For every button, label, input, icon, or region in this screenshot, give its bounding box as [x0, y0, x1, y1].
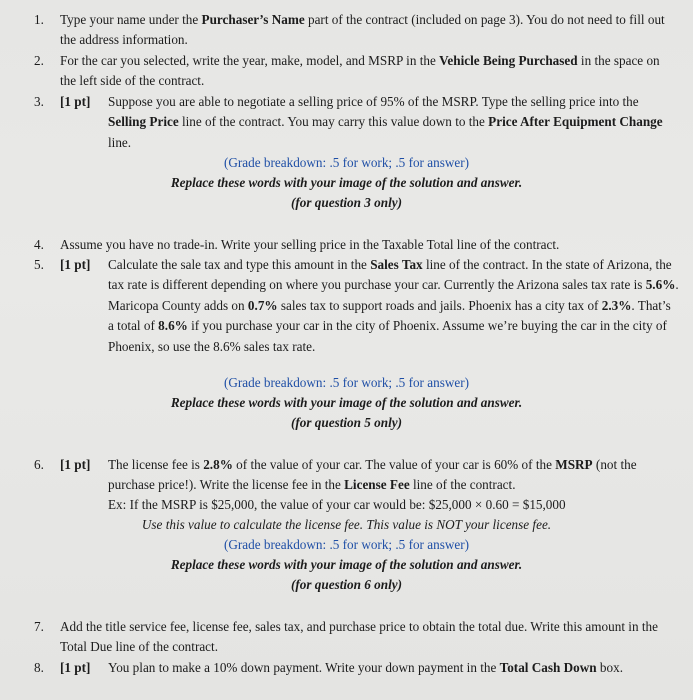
point-value: [1 pt]	[60, 94, 91, 109]
item-number: 4.	[34, 237, 44, 252]
item-text: You plan to make a 10% down payment. Write your down payment in the Total Cash Down box.	[108, 660, 623, 675]
item-text: The license fee is 2.8% of the value of your car. The value of your car is 60% of the MSRP (not the purchase price!). Write the license fee in the License Fee line of the contract.	[108, 457, 637, 493]
item-text: Add the title service fee, license fee, sales tax, and purchase price to obtain the total due. Write this amount in the Total Due line of the contract.	[60, 619, 658, 655]
question-note-q6: (for question 6 only)	[291, 577, 402, 592]
question-note-q5: (for question 5 only)	[291, 415, 402, 430]
item-text: For the car you selected, write the year, make, model, and MSRP in the Vehicle Being Purchased in the space on the left side of the contract.	[60, 53, 660, 89]
item-number: 5.	[34, 257, 44, 272]
item-number: 7.	[34, 619, 44, 634]
point-value: [1 pt]	[60, 457, 91, 472]
item-text: Assume you have no trade-in. Write your selling price in the Taxable Total line of the contract.	[60, 237, 560, 252]
grade-breakdown-q6: (Grade breakdown: .5 for work; .5 for answer)	[224, 537, 469, 552]
grade-breakdown-q3: (Grade breakdown: .5 for work; .5 for answer)	[224, 155, 469, 170]
point-value: [1 pt]	[60, 660, 91, 675]
item-text: Calculate the sale tax and type this amount in the Sales Tax line of the contract. In the state of Arizona, the tax rate is different depending on where you purchase your car. Currently the Arizona sales tax rate is 5.6%. Maricopa County adds on 0.7% sales tax to support roads and jails. Phoenix has a city tax of 2.3%. That’s a total of 8.6% if you purchase your car in the city of Phoenix. Assume we’re buying the car in the city of Phoenix, so use the 8.6% sales tax rate.	[108, 257, 679, 354]
replace-placeholder-q6: Replace these words with your image of the solution and answer.	[170, 557, 523, 572]
replace-placeholder-q5: Replace these words with your image of the solution and answer.	[170, 395, 523, 410]
assignment-page: 1. Type your name under the Purchaser’s Name part of the contract (included on page 3). You do not need to fill out the address information. 2. For the car you selected, write the year, make, model, and MSRP in the Vehicle Being Purchased in the space on the left side of the contract. 3. [1 pt] Suppose you are able to negotiate a selling price of 95% of the MSRP. Type the selling price into the Selling Price line of the contract. You may carry this value down to the Price After Equipment Change line. (Grade breakdown: .5 for work; .5 for answer) Replace these words with your image of the solution and answer. (for question 3 only) 4. Assume you have no trade-in. Write your selling price in the Taxable Total line of the contract. 5. [1 pt] Calculate the sale tax and type this amount in the Sales Tax line of the contract. In the state of Arizona, the tax rate is different depending on where you purchase your car. Currently the Arizona sales tax rate is 5.6%. Maricopa County adds on 0.7% sales tax to support roads and jails. Phoenix has a city tax of 2.3%. That’s a total of 8.6% if you purchase your car in the city of Phoenix. Assume we’re buying the car in the city of Phoenix, so use the 8.6% sales tax rate. (Grade breakdown: .5 for work; .5 for answer) Replace these words with your image of the solution and answer. (for question 5 only) 6. [1 pt] The license fee is 2.8% of the value of your car. The value of your car is 60% of the MSRP (not the purchase price!). Write the license fee in the License Fee line of the contract. Ex: If the MSRP is $25,000, the value of your car would be: $25,000 × 0.60 = $15,000 Use this value to calculate the license fee. This value is NOT your license fee. (Grade breakdown: .5 for work; .5 for answer) Replace these words with your image of the solution and answer. (for question 6 only) 7. Add the title service fee, license fee, sales tax, and purchase price to obtain the total due. Write this amount in the Total Due line of the contract. 8. [1 pt] You plan to make a 10% down payment. Write your down payment in the Total Cash Down box.	[0, 0, 693, 700]
item-number: 8.	[34, 660, 44, 675]
point-value: [1 pt]	[60, 257, 91, 272]
item-number: 2.	[34, 53, 44, 68]
item-number: 1.	[34, 12, 44, 27]
example-note: Use this value to calculate the license fee. This value is NOT your license fee.	[141, 517, 552, 532]
replace-placeholder-q3: Replace these words with your image of the solution and answer.	[170, 175, 523, 190]
question-note-q3: (for question 3 only)	[291, 195, 402, 210]
item-text: Suppose you are able to negotiate a selling price of 95% of the MSRP. Type the selling price into the Selling Price line of the contract. You may carry this value down to the Price After Equipment Change line.	[108, 94, 663, 150]
item-number: 3.	[34, 94, 44, 109]
grade-breakdown-q5: (Grade breakdown: .5 for work; .5 for answer)	[224, 375, 469, 390]
item-number: 6.	[34, 457, 44, 472]
item-text: Type your name under the Purchaser’s Name part of the contract (included on page 3). You do not need to fill out the address information.	[60, 12, 665, 48]
